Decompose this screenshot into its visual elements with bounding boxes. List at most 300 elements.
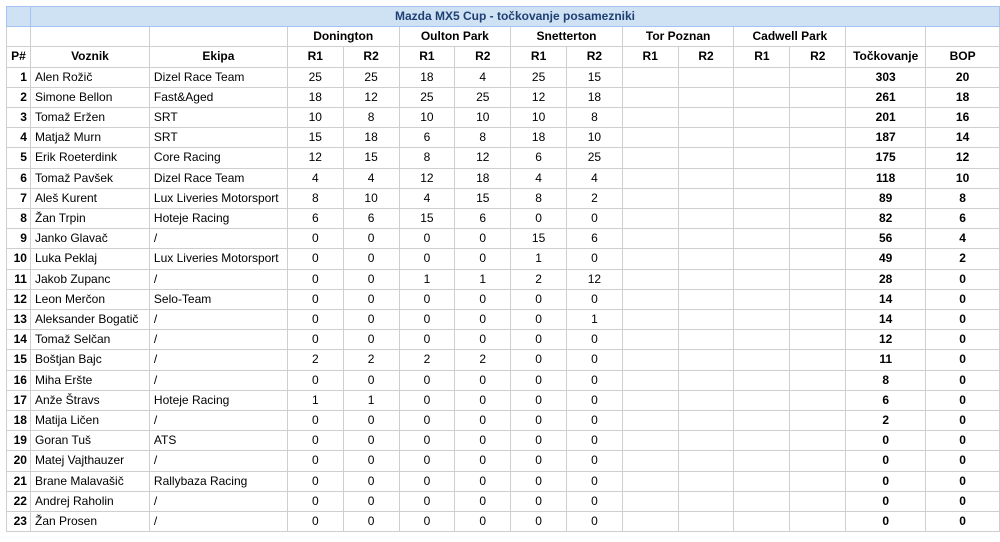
cell-race-points[interactable]: 18: [455, 168, 511, 188]
cell-race-points[interactable]: 18: [343, 128, 399, 148]
cell-race-points[interactable]: 0: [567, 289, 623, 309]
cell-race-points[interactable]: 12: [511, 87, 567, 107]
cell-race-points[interactable]: 0: [287, 411, 343, 431]
cell-team[interactable]: /: [149, 512, 287, 532]
cell-race-points[interactable]: 0: [287, 370, 343, 390]
cell-driver[interactable]: Žan Trpin: [30, 209, 149, 229]
cell-race-points[interactable]: 0: [455, 491, 511, 511]
cell-position[interactable]: 22: [7, 491, 31, 511]
cell-total[interactable]: 261: [846, 87, 926, 107]
cell-total[interactable]: 175: [846, 148, 926, 168]
cell-total[interactable]: 0: [846, 491, 926, 511]
cell-race-points[interactable]: 0: [287, 491, 343, 511]
cell-race-points[interactable]: [678, 451, 734, 471]
cell-race-points[interactable]: 6: [567, 229, 623, 249]
cell-race-points[interactable]: 2: [455, 350, 511, 370]
cell-race-points[interactable]: [790, 330, 846, 350]
cell-race-points[interactable]: [734, 330, 790, 350]
cell-race-points[interactable]: [678, 108, 734, 128]
cell-race-points[interactable]: 18: [399, 67, 455, 87]
cell-race-points[interactable]: 15: [511, 229, 567, 249]
cell-race-points[interactable]: [622, 128, 678, 148]
cell-race-points[interactable]: 0: [511, 471, 567, 491]
cell-total[interactable]: 2: [846, 411, 926, 431]
cell-driver[interactable]: Alen Rožič: [30, 67, 149, 87]
cell-team[interactable]: Lux Liveries Motorsport: [149, 188, 287, 208]
cell-race-points[interactable]: 0: [511, 451, 567, 471]
cell-race-points[interactable]: 6: [511, 148, 567, 168]
cell-team[interactable]: /: [149, 411, 287, 431]
cell-race-points[interactable]: 0: [343, 229, 399, 249]
cell-race-points[interactable]: [622, 249, 678, 269]
cell-race-points[interactable]: 0: [455, 289, 511, 309]
cell-race-points[interactable]: 18: [511, 128, 567, 148]
cell-race-points[interactable]: 1: [287, 390, 343, 410]
cell-race-points[interactable]: 0: [567, 411, 623, 431]
cell-race-points[interactable]: [622, 350, 678, 370]
cell-position[interactable]: 12: [7, 289, 31, 309]
cell-race-points[interactable]: 0: [399, 310, 455, 330]
cell-total[interactable]: 118: [846, 168, 926, 188]
cell-race-points[interactable]: [678, 209, 734, 229]
cell-position[interactable]: 14: [7, 330, 31, 350]
cell-race-points[interactable]: [790, 370, 846, 390]
cell-race-points[interactable]: [678, 370, 734, 390]
cell-race-points[interactable]: 0: [455, 310, 511, 330]
cell-race-points[interactable]: [622, 491, 678, 511]
cell-race-points[interactable]: 0: [287, 451, 343, 471]
cell-race-points[interactable]: [734, 289, 790, 309]
cell-race-points[interactable]: 0: [567, 350, 623, 370]
cell-bop[interactable]: 0: [926, 289, 1000, 309]
cell-race-points[interactable]: 0: [455, 471, 511, 491]
cell-bop[interactable]: 0: [926, 370, 1000, 390]
cell-race-points[interactable]: [734, 168, 790, 188]
cell-driver[interactable]: Luka Peklaj: [30, 249, 149, 269]
cell-total[interactable]: 6: [846, 390, 926, 410]
cell-race-points[interactable]: 0: [455, 512, 511, 532]
cell-bop[interactable]: 20: [926, 67, 1000, 87]
cell-race-points[interactable]: 0: [567, 390, 623, 410]
cell-race-points[interactable]: 0: [287, 512, 343, 532]
cell-race-points[interactable]: [678, 310, 734, 330]
cell-driver[interactable]: Simone Bellon: [30, 87, 149, 107]
cell-driver[interactable]: Boštjan Bajc: [30, 350, 149, 370]
cell-total[interactable]: 56: [846, 229, 926, 249]
cell-race-points[interactable]: 1: [455, 269, 511, 289]
cell-race-points[interactable]: 2: [511, 269, 567, 289]
cell-total[interactable]: 8: [846, 370, 926, 390]
cell-driver[interactable]: Matija Ličen: [30, 411, 149, 431]
cell-race-points[interactable]: [678, 491, 734, 511]
cell-race-points[interactable]: 0: [567, 209, 623, 229]
cell-team[interactable]: /: [149, 451, 287, 471]
cell-race-points[interactable]: 12: [399, 168, 455, 188]
cell-race-points[interactable]: 0: [399, 431, 455, 451]
cell-position[interactable]: 9: [7, 229, 31, 249]
cell-race-points[interactable]: 6: [287, 209, 343, 229]
cell-total[interactable]: 0: [846, 471, 926, 491]
cell-race-points[interactable]: [790, 209, 846, 229]
cell-race-points[interactable]: [622, 330, 678, 350]
cell-driver[interactable]: Žan Prosen: [30, 512, 149, 532]
cell-race-points[interactable]: 0: [399, 390, 455, 410]
cell-driver[interactable]: Aleksander Bogatič: [30, 310, 149, 330]
cell-race-points[interactable]: [622, 67, 678, 87]
cell-race-points[interactable]: 8: [567, 108, 623, 128]
cell-team[interactable]: Lux Liveries Motorsport: [149, 249, 287, 269]
cell-driver[interactable]: Brane Malavašič: [30, 471, 149, 491]
cell-race-points[interactable]: [790, 249, 846, 269]
cell-bop[interactable]: 0: [926, 491, 1000, 511]
cell-race-points[interactable]: 15: [287, 128, 343, 148]
cell-position[interactable]: 21: [7, 471, 31, 491]
cell-race-points[interactable]: [734, 188, 790, 208]
cell-race-points[interactable]: [678, 269, 734, 289]
cell-bop[interactable]: 14: [926, 128, 1000, 148]
cell-race-points[interactable]: [790, 350, 846, 370]
cell-race-points[interactable]: 0: [399, 451, 455, 471]
cell-race-points[interactable]: [622, 87, 678, 107]
cell-driver[interactable]: Aleš Kurent: [30, 188, 149, 208]
cell-position[interactable]: 16: [7, 370, 31, 390]
cell-race-points[interactable]: 4: [399, 188, 455, 208]
cell-team[interactable]: Dizel Race Team: [149, 168, 287, 188]
cell-race-points[interactable]: [678, 229, 734, 249]
cell-race-points[interactable]: 0: [399, 289, 455, 309]
cell-total[interactable]: 89: [846, 188, 926, 208]
cell-driver[interactable]: Anže Štravs: [30, 390, 149, 410]
cell-race-points[interactable]: [790, 451, 846, 471]
cell-bop[interactable]: 0: [926, 269, 1000, 289]
cell-driver[interactable]: Jakob Zupanc: [30, 269, 149, 289]
cell-race-points[interactable]: [790, 310, 846, 330]
cell-race-points[interactable]: 0: [511, 512, 567, 532]
cell-race-points[interactable]: 0: [343, 289, 399, 309]
cell-race-points[interactable]: [790, 229, 846, 249]
cell-race-points[interactable]: [678, 128, 734, 148]
cell-total[interactable]: 303: [846, 67, 926, 87]
cell-race-points[interactable]: [622, 451, 678, 471]
cell-total[interactable]: 49: [846, 249, 926, 269]
cell-team[interactable]: ATS: [149, 431, 287, 451]
cell-race-points[interactable]: [622, 390, 678, 410]
cell-team[interactable]: Hoteje Racing: [149, 209, 287, 229]
cell-race-points[interactable]: 0: [567, 330, 623, 350]
cell-race-points[interactable]: 0: [399, 330, 455, 350]
cell-race-points[interactable]: 25: [567, 148, 623, 168]
cell-total[interactable]: 201: [846, 108, 926, 128]
cell-race-points[interactable]: [622, 310, 678, 330]
cell-driver[interactable]: Janko Glavač: [30, 229, 149, 249]
cell-race-points[interactable]: [734, 209, 790, 229]
cell-bop[interactable]: 12: [926, 148, 1000, 168]
cell-race-points[interactable]: [734, 229, 790, 249]
cell-race-points[interactable]: 10: [511, 108, 567, 128]
cell-race-points[interactable]: [622, 289, 678, 309]
cell-bop[interactable]: 10: [926, 168, 1000, 188]
cell-race-points[interactable]: [790, 289, 846, 309]
cell-race-points[interactable]: 15: [567, 67, 623, 87]
cell-race-points[interactable]: [734, 148, 790, 168]
cell-race-points[interactable]: 0: [287, 289, 343, 309]
cell-race-points[interactable]: 0: [343, 370, 399, 390]
cell-race-points[interactable]: [678, 431, 734, 451]
cell-race-points[interactable]: [734, 411, 790, 431]
cell-driver[interactable]: Tomaž Pavšek: [30, 168, 149, 188]
cell-race-points[interactable]: [734, 108, 790, 128]
cell-driver[interactable]: Miha Eršte: [30, 370, 149, 390]
cell-race-points[interactable]: 6: [343, 209, 399, 229]
cell-total[interactable]: 14: [846, 310, 926, 330]
cell-race-points[interactable]: 10: [399, 108, 455, 128]
cell-race-points[interactable]: 0: [511, 370, 567, 390]
cell-position[interactable]: 11: [7, 269, 31, 289]
cell-race-points[interactable]: [790, 512, 846, 532]
cell-bop[interactable]: 16: [926, 108, 1000, 128]
cell-race-points[interactable]: 10: [567, 128, 623, 148]
cell-race-points[interactable]: [734, 512, 790, 532]
cell-race-points[interactable]: [678, 87, 734, 107]
cell-bop[interactable]: 18: [926, 87, 1000, 107]
cell-race-points[interactable]: 8: [343, 108, 399, 128]
cell-race-points[interactable]: [734, 87, 790, 107]
cell-race-points[interactable]: 4: [567, 168, 623, 188]
cell-race-points[interactable]: [790, 87, 846, 107]
cell-position[interactable]: 2: [7, 87, 31, 107]
cell-race-points[interactable]: 1: [511, 249, 567, 269]
cell-race-points[interactable]: 25: [343, 67, 399, 87]
cell-driver[interactable]: Tomaž Eržen: [30, 108, 149, 128]
cell-race-points[interactable]: [622, 188, 678, 208]
cell-total[interactable]: 82: [846, 209, 926, 229]
cell-race-points[interactable]: [790, 188, 846, 208]
cell-race-points[interactable]: 0: [343, 431, 399, 451]
cell-position[interactable]: 3: [7, 108, 31, 128]
cell-race-points[interactable]: 0: [343, 269, 399, 289]
cell-race-points[interactable]: 0: [343, 471, 399, 491]
cell-race-points[interactable]: [622, 148, 678, 168]
cell-bop[interactable]: 0: [926, 390, 1000, 410]
cell-race-points[interactable]: [734, 370, 790, 390]
cell-race-points[interactable]: 0: [287, 330, 343, 350]
cell-total[interactable]: 28: [846, 269, 926, 289]
cell-race-points[interactable]: [734, 249, 790, 269]
cell-race-points[interactable]: 0: [567, 249, 623, 269]
cell-team[interactable]: Hoteje Racing: [149, 390, 287, 410]
cell-race-points[interactable]: 8: [287, 188, 343, 208]
cell-driver[interactable]: Andrej Raholin: [30, 491, 149, 511]
cell-race-points[interactable]: 0: [511, 350, 567, 370]
cell-team[interactable]: Fast&Aged: [149, 87, 287, 107]
cell-position[interactable]: 19: [7, 431, 31, 451]
cell-race-points[interactable]: 0: [455, 249, 511, 269]
cell-race-points[interactable]: [678, 471, 734, 491]
cell-race-points[interactable]: [734, 451, 790, 471]
cell-race-points[interactable]: 0: [567, 451, 623, 471]
cell-race-points[interactable]: 15: [455, 188, 511, 208]
cell-team[interactable]: SRT: [149, 128, 287, 148]
cell-bop[interactable]: 0: [926, 330, 1000, 350]
cell-race-points[interactable]: [790, 411, 846, 431]
cell-race-points[interactable]: [734, 350, 790, 370]
cell-race-points[interactable]: 0: [455, 330, 511, 350]
cell-race-points[interactable]: 2: [399, 350, 455, 370]
cell-race-points[interactable]: [678, 188, 734, 208]
cell-race-points[interactable]: [790, 168, 846, 188]
cell-team[interactable]: /: [149, 330, 287, 350]
cell-race-points[interactable]: 2: [343, 350, 399, 370]
cell-race-points[interactable]: 2: [287, 350, 343, 370]
cell-position[interactable]: 23: [7, 512, 31, 532]
cell-race-points[interactable]: 0: [399, 411, 455, 431]
cell-position[interactable]: 7: [7, 188, 31, 208]
cell-race-points[interactable]: 12: [343, 87, 399, 107]
cell-race-points[interactable]: 0: [399, 491, 455, 511]
cell-race-points[interactable]: [790, 128, 846, 148]
cell-race-points[interactable]: [678, 67, 734, 87]
cell-race-points[interactable]: 4: [455, 67, 511, 87]
cell-position[interactable]: 8: [7, 209, 31, 229]
cell-race-points[interactable]: 0: [287, 310, 343, 330]
cell-race-points[interactable]: 0: [511, 411, 567, 431]
cell-race-points[interactable]: 0: [343, 310, 399, 330]
cell-race-points[interactable]: [678, 512, 734, 532]
cell-total[interactable]: 187: [846, 128, 926, 148]
cell-bop[interactable]: 2: [926, 249, 1000, 269]
cell-race-points[interactable]: [790, 491, 846, 511]
cell-position[interactable]: 13: [7, 310, 31, 330]
cell-race-points[interactable]: [734, 390, 790, 410]
cell-race-points[interactable]: 0: [399, 229, 455, 249]
cell-bop[interactable]: 0: [926, 451, 1000, 471]
cell-race-points[interactable]: [678, 330, 734, 350]
cell-race-points[interactable]: 0: [511, 491, 567, 511]
cell-bop[interactable]: 0: [926, 411, 1000, 431]
cell-team[interactable]: Rallybaza Racing: [149, 471, 287, 491]
cell-race-points[interactable]: 15: [343, 148, 399, 168]
cell-race-points[interactable]: 4: [511, 168, 567, 188]
cell-race-points[interactable]: 0: [511, 209, 567, 229]
cell-race-points[interactable]: 10: [343, 188, 399, 208]
cell-bop[interactable]: 8: [926, 188, 1000, 208]
cell-race-points[interactable]: 0: [343, 330, 399, 350]
cell-race-points[interactable]: 0: [343, 451, 399, 471]
cell-race-points[interactable]: 1: [343, 390, 399, 410]
cell-race-points[interactable]: [734, 471, 790, 491]
cell-race-points[interactable]: 0: [399, 370, 455, 390]
cell-race-points[interactable]: 18: [287, 87, 343, 107]
cell-race-points[interactable]: [790, 269, 846, 289]
cell-race-points[interactable]: 1: [399, 269, 455, 289]
cell-position[interactable]: 15: [7, 350, 31, 370]
cell-race-points[interactable]: 10: [287, 108, 343, 128]
cell-total[interactable]: 11: [846, 350, 926, 370]
cell-race-points[interactable]: [622, 471, 678, 491]
cell-race-points[interactable]: [678, 411, 734, 431]
cell-position[interactable]: 4: [7, 128, 31, 148]
cell-race-points[interactable]: 0: [343, 249, 399, 269]
cell-team[interactable]: SRT: [149, 108, 287, 128]
cell-race-points[interactable]: 15: [399, 209, 455, 229]
cell-race-points[interactable]: 0: [511, 431, 567, 451]
cell-race-points[interactable]: [734, 269, 790, 289]
cell-race-points[interactable]: 25: [399, 87, 455, 107]
cell-race-points[interactable]: 0: [399, 512, 455, 532]
cell-race-points[interactable]: [678, 148, 734, 168]
cell-team[interactable]: /: [149, 491, 287, 511]
cell-race-points[interactable]: 0: [567, 431, 623, 451]
cell-total[interactable]: 0: [846, 431, 926, 451]
cell-race-points[interactable]: [622, 512, 678, 532]
cell-bop[interactable]: 4: [926, 229, 1000, 249]
cell-driver[interactable]: Matjaž Murn: [30, 128, 149, 148]
cell-race-points[interactable]: 0: [455, 411, 511, 431]
cell-race-points[interactable]: [622, 209, 678, 229]
cell-driver[interactable]: Leon Merčon: [30, 289, 149, 309]
cell-total[interactable]: 0: [846, 451, 926, 471]
cell-race-points[interactable]: [734, 431, 790, 451]
cell-team[interactable]: /: [149, 350, 287, 370]
cell-position[interactable]: 10: [7, 249, 31, 269]
cell-race-points[interactable]: [622, 168, 678, 188]
cell-position[interactable]: 18: [7, 411, 31, 431]
cell-race-points[interactable]: [678, 350, 734, 370]
cell-race-points[interactable]: 12: [287, 148, 343, 168]
cell-race-points[interactable]: 12: [567, 269, 623, 289]
cell-race-points[interactable]: 0: [567, 370, 623, 390]
cell-race-points[interactable]: [734, 310, 790, 330]
cell-race-points[interactable]: 0: [399, 471, 455, 491]
cell-race-points[interactable]: 12: [455, 148, 511, 168]
cell-race-points[interactable]: 0: [455, 229, 511, 249]
cell-race-points[interactable]: [790, 431, 846, 451]
cell-race-points[interactable]: [622, 411, 678, 431]
cell-total[interactable]: 12: [846, 330, 926, 350]
cell-race-points[interactable]: [678, 249, 734, 269]
cell-race-points[interactable]: 8: [455, 128, 511, 148]
cell-race-points[interactable]: [622, 370, 678, 390]
cell-race-points[interactable]: 0: [567, 471, 623, 491]
cell-race-points[interactable]: 6: [399, 128, 455, 148]
cell-driver[interactable]: Matej Vajthauzer: [30, 451, 149, 471]
cell-race-points[interactable]: 8: [399, 148, 455, 168]
cell-race-points[interactable]: [678, 289, 734, 309]
cell-race-points[interactable]: [790, 108, 846, 128]
cell-race-points[interactable]: 0: [287, 471, 343, 491]
cell-race-points[interactable]: 0: [399, 249, 455, 269]
cell-race-points[interactable]: [734, 67, 790, 87]
cell-team[interactable]: /: [149, 269, 287, 289]
cell-race-points[interactable]: 0: [343, 512, 399, 532]
cell-race-points[interactable]: [678, 168, 734, 188]
cell-race-points[interactable]: 0: [511, 390, 567, 410]
cell-race-points[interactable]: [678, 390, 734, 410]
cell-position[interactable]: 20: [7, 451, 31, 471]
cell-race-points[interactable]: 0: [567, 491, 623, 511]
cell-race-points[interactable]: [790, 390, 846, 410]
cell-race-points[interactable]: 4: [343, 168, 399, 188]
cell-race-points[interactable]: 0: [511, 310, 567, 330]
cell-bop[interactable]: 0: [926, 310, 1000, 330]
cell-race-points[interactable]: 2: [567, 188, 623, 208]
cell-position[interactable]: 5: [7, 148, 31, 168]
cell-race-points[interactable]: [622, 229, 678, 249]
cell-position[interactable]: 6: [7, 168, 31, 188]
cell-race-points[interactable]: 0: [455, 451, 511, 471]
cell-team[interactable]: /: [149, 310, 287, 330]
cell-race-points[interactable]: [790, 148, 846, 168]
